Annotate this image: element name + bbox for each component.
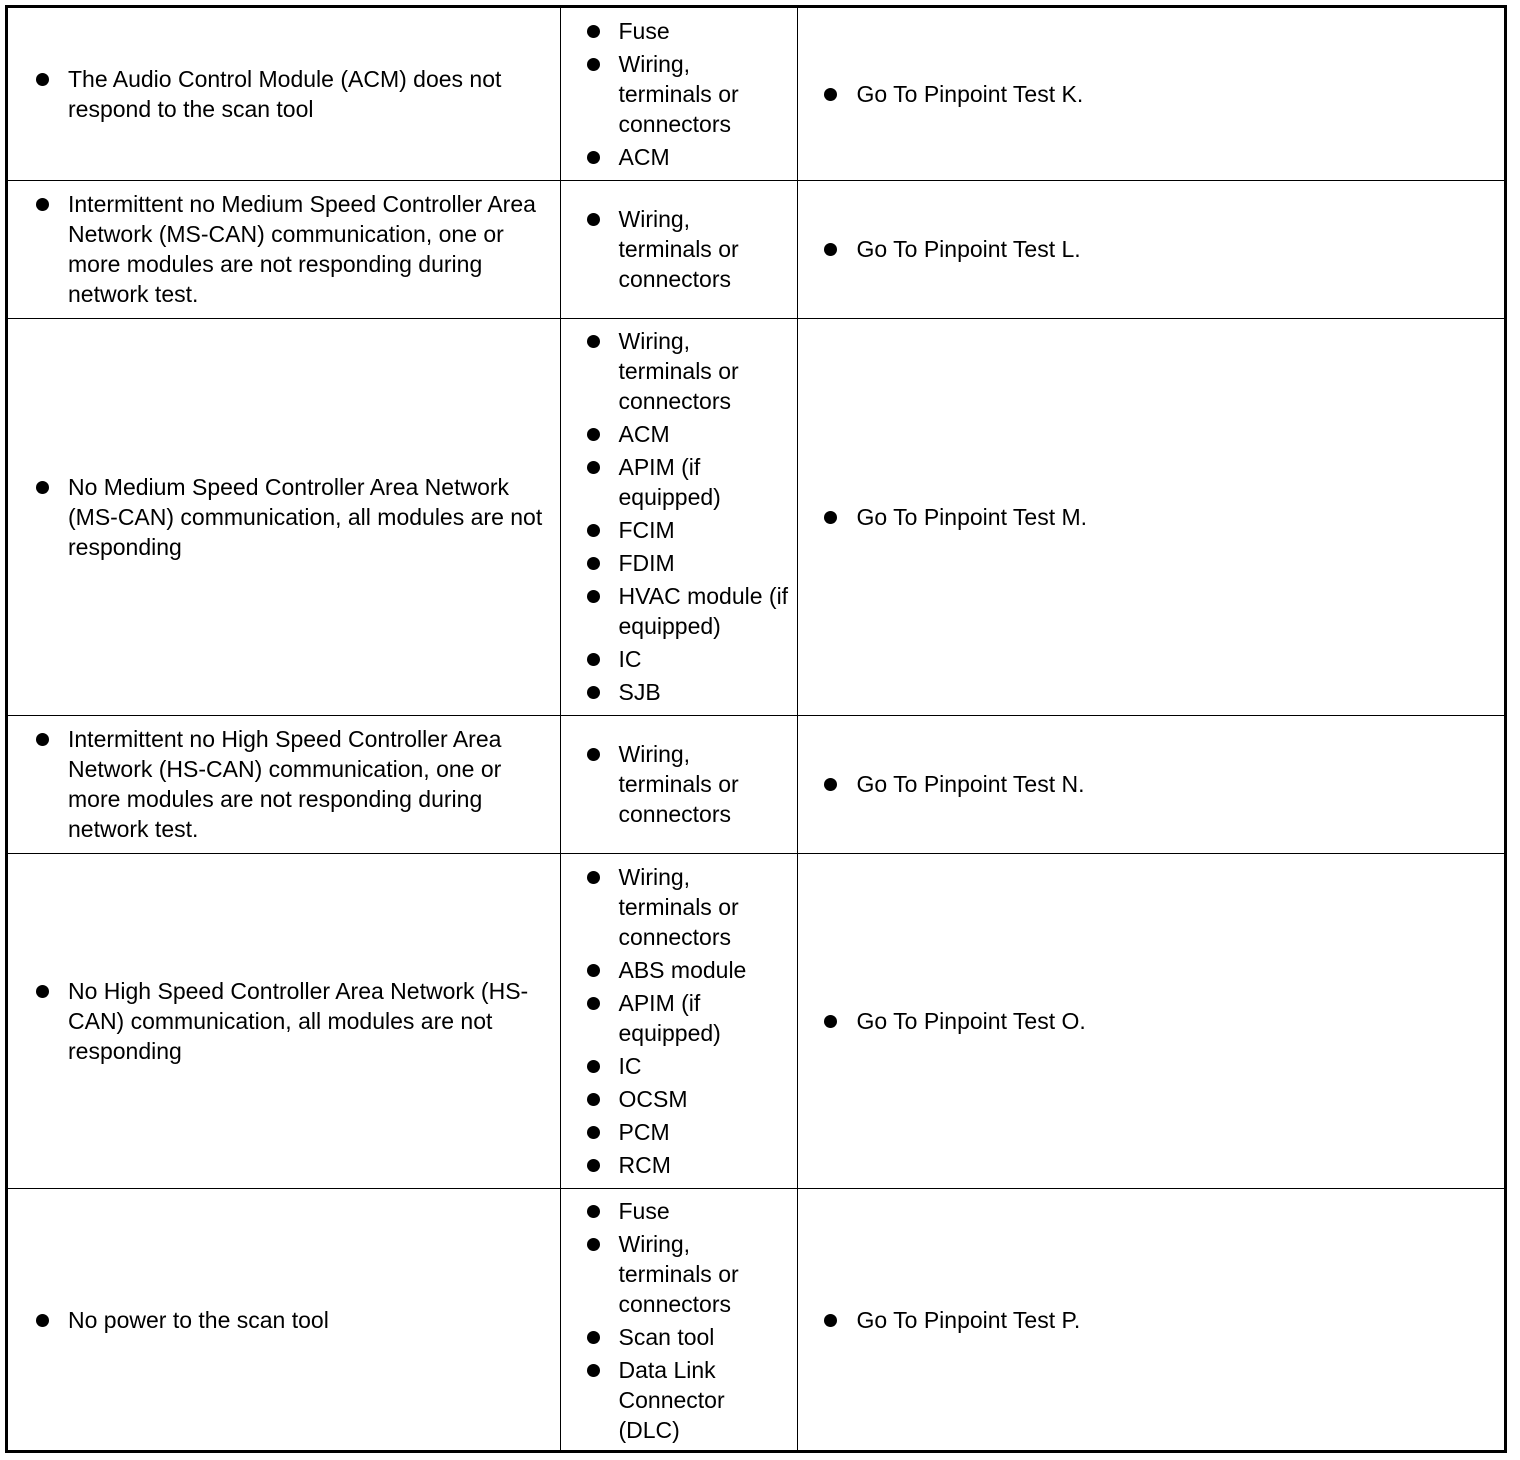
source-text: ACM bbox=[618, 143, 670, 170]
action-text: Go To Pinpoint Test K. bbox=[856, 80, 1084, 107]
source-text: FCIM bbox=[618, 517, 675, 543]
action-text: Go To Pinpoint Test P. bbox=[856, 1307, 1081, 1334]
source-text: Fuse bbox=[618, 1197, 670, 1224]
source-text: Wiring, terminals or connectors bbox=[618, 328, 739, 414]
table-row bbox=[8, 318, 1504, 715]
bullet-icon bbox=[587, 686, 600, 699]
action-cell bbox=[797, 8, 1504, 180]
list-item bbox=[824, 769, 1497, 799]
possible-sources-cell bbox=[560, 8, 797, 180]
list-item bbox=[587, 142, 793, 172]
condition-cell bbox=[8, 1188, 560, 1452]
symptom-chart-table bbox=[8, 8, 1504, 1452]
table-row bbox=[8, 8, 1504, 180]
source-text: Data Link Connector (DLC) bbox=[618, 1356, 725, 1443]
possible-sources-cell bbox=[560, 715, 797, 853]
source-text: Scan tool bbox=[618, 1323, 715, 1350]
action-cell bbox=[797, 180, 1504, 318]
bullet-icon bbox=[36, 73, 49, 86]
bullet-icon bbox=[587, 428, 600, 441]
action-text: Go To Pinpoint Test O. bbox=[856, 1007, 1086, 1034]
bullet-icon bbox=[587, 748, 600, 761]
bullet-icon bbox=[824, 1015, 837, 1028]
list-item bbox=[36, 724, 552, 844]
condition-cell bbox=[8, 180, 560, 318]
list-item bbox=[824, 234, 1497, 264]
action-text: Go To Pinpoint Test L. bbox=[856, 236, 1081, 262]
condition-text: No power to the scan tool bbox=[68, 1307, 329, 1334]
bullet-icon bbox=[36, 1314, 49, 1327]
bullet-icon bbox=[824, 511, 837, 524]
source-text: Wiring, terminals or connectors bbox=[618, 863, 739, 950]
list-item bbox=[587, 419, 793, 449]
bullet-icon bbox=[587, 871, 600, 884]
condition-text: No High Speed Controller Area Network (HS-CAN) communication, all modules are not responding bbox=[68, 977, 529, 1064]
bullet-icon bbox=[587, 335, 600, 348]
source-text: PCM bbox=[618, 1118, 670, 1145]
list-item bbox=[824, 502, 1497, 532]
bullet-icon bbox=[587, 1331, 600, 1344]
list-item bbox=[36, 976, 552, 1066]
source-text: SJB bbox=[618, 679, 661, 705]
bullet-icon bbox=[824, 88, 837, 101]
list-item bbox=[36, 189, 552, 309]
list-item bbox=[587, 644, 793, 674]
list-item bbox=[587, 1051, 793, 1081]
list-item bbox=[587, 1117, 793, 1147]
list-item bbox=[587, 1322, 793, 1352]
possible-sources-cell bbox=[560, 180, 797, 318]
bullet-icon bbox=[36, 985, 49, 998]
condition-cell bbox=[8, 318, 560, 715]
condition-text: Intermittent no Medium Speed Controller Area Network (MS-CAN) communication, one or more modules are not responding during network test. bbox=[68, 191, 536, 307]
list-item bbox=[587, 581, 793, 641]
bullet-icon bbox=[587, 524, 600, 537]
source-text: IC bbox=[618, 646, 642, 672]
bullet-icon bbox=[587, 1060, 600, 1073]
action-cell bbox=[797, 318, 1504, 715]
list-item bbox=[587, 1355, 793, 1445]
bullet-icon bbox=[587, 213, 600, 226]
bullet-icon bbox=[824, 1314, 837, 1327]
possible-sources-cell bbox=[560, 318, 797, 715]
bullet-icon bbox=[587, 58, 600, 71]
list-item bbox=[587, 677, 793, 707]
action-cell bbox=[797, 853, 1504, 1188]
list-item bbox=[36, 1305, 552, 1335]
possible-sources-cell bbox=[560, 1188, 797, 1452]
list-item bbox=[36, 472, 552, 562]
bullet-icon bbox=[587, 590, 600, 603]
source-text: FDIM bbox=[618, 550, 675, 576]
source-text: Wiring, terminals or connectors bbox=[618, 1230, 739, 1317]
list-item bbox=[587, 739, 793, 829]
list-item bbox=[587, 452, 793, 512]
list-item bbox=[36, 64, 552, 124]
action-cell bbox=[797, 1188, 1504, 1452]
source-text: Fuse bbox=[618, 17, 670, 44]
list-item bbox=[587, 988, 793, 1048]
list-item bbox=[587, 49, 793, 139]
table-row bbox=[8, 853, 1504, 1188]
bullet-icon bbox=[824, 243, 837, 256]
table-row bbox=[8, 715, 1504, 853]
source-text: APIM (if equipped) bbox=[618, 989, 721, 1046]
table-row bbox=[8, 1188, 1504, 1452]
list-item bbox=[587, 862, 793, 952]
bullet-icon bbox=[587, 1364, 600, 1377]
bullet-icon bbox=[587, 461, 600, 474]
list-item bbox=[587, 326, 793, 416]
action-cell bbox=[797, 715, 1504, 853]
bullet-icon bbox=[587, 1238, 600, 1251]
symptom-chart bbox=[5, 5, 1507, 1453]
source-text: IC bbox=[618, 1052, 642, 1079]
bullet-icon bbox=[587, 557, 600, 570]
source-text: OCSM bbox=[618, 1085, 688, 1112]
bullet-icon bbox=[587, 151, 600, 164]
source-text: ACM bbox=[618, 421, 670, 447]
list-item bbox=[824, 1305, 1497, 1335]
list-item bbox=[587, 1150, 793, 1180]
bullet-icon bbox=[587, 1159, 600, 1172]
source-text: APIM (if equipped) bbox=[618, 454, 721, 510]
source-text: Wiring, terminals or connectors bbox=[618, 741, 739, 827]
bullet-icon bbox=[587, 25, 600, 38]
condition-text: No Medium Speed Controller Area Network (MS-CAN) communication, all modules are not responding bbox=[68, 473, 543, 560]
list-item bbox=[587, 1084, 793, 1114]
list-item bbox=[587, 16, 793, 46]
bullet-icon bbox=[587, 1093, 600, 1106]
bullet-icon bbox=[587, 997, 600, 1010]
source-text: HVAC module (if equipped) bbox=[618, 583, 789, 639]
condition-cell bbox=[8, 715, 560, 853]
possible-sources-cell bbox=[560, 853, 797, 1188]
list-item bbox=[587, 955, 793, 985]
bullet-icon bbox=[36, 481, 49, 494]
list-item bbox=[587, 1196, 793, 1226]
condition-cell bbox=[8, 8, 560, 180]
action-text: Go To Pinpoint Test N. bbox=[856, 771, 1085, 797]
list-item bbox=[587, 548, 793, 578]
bullet-icon bbox=[587, 1205, 600, 1218]
list-item bbox=[587, 1229, 793, 1319]
source-text: RCM bbox=[618, 1151, 671, 1178]
condition-text: Intermittent no High Speed Controller Area Network (HS-CAN) communication, one or more modules are not responding during network test. bbox=[68, 726, 502, 842]
list-item bbox=[824, 79, 1497, 109]
source-text: Wiring, terminals or connectors bbox=[618, 206, 739, 292]
source-text: ABS module bbox=[618, 956, 747, 983]
action-text: Go To Pinpoint Test M. bbox=[856, 503, 1088, 530]
list-item bbox=[824, 1006, 1497, 1036]
bullet-icon bbox=[587, 964, 600, 977]
bullet-icon bbox=[587, 653, 600, 666]
condition-cell bbox=[8, 853, 560, 1188]
list-item bbox=[587, 204, 793, 294]
bullet-icon bbox=[36, 733, 49, 746]
table-row bbox=[8, 180, 1504, 318]
bullet-icon bbox=[824, 778, 837, 791]
source-text: Wiring, terminals or connectors bbox=[618, 50, 739, 137]
bullet-icon bbox=[36, 198, 49, 211]
bullet-icon bbox=[587, 1126, 600, 1139]
list-item bbox=[587, 515, 793, 545]
condition-text: The Audio Control Module (ACM) does not respond to the scan tool bbox=[68, 65, 502, 122]
